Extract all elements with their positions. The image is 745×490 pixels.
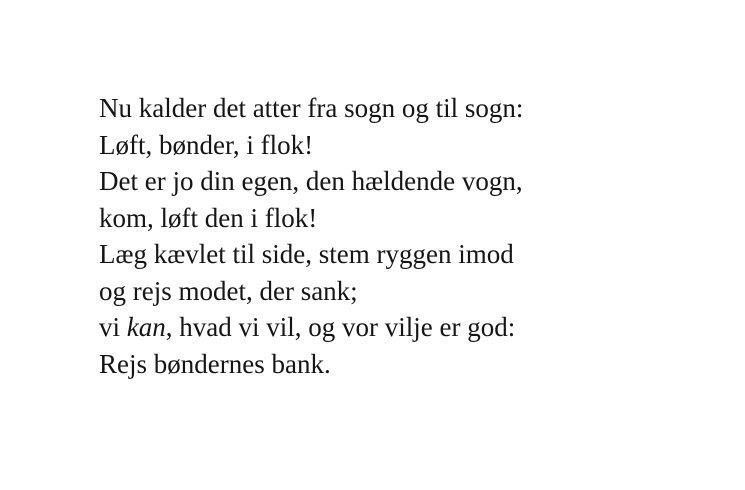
poem-line-8: Rejs bøndernes bank.: [99, 348, 331, 379]
poem-line-7-italic-word: kan: [126, 312, 166, 342]
poem-line-3: Det er jo din egen, den hældende vogn,: [99, 166, 523, 196]
poem-line-7-end: , hvad vi vil, og vor vilje er god:: [165, 312, 516, 342]
poem-line-7: [99, 309, 523, 346]
poem-line-1: Nu kalder det atter fra sogn og til sogn:: [99, 93, 524, 123]
poem-line-4: kom, løft den i flok!: [99, 202, 318, 233]
poem-line-6: og rejs modet, der sank;: [99, 275, 358, 306]
poem-line-2: Løft, bønder, i flok!: [99, 129, 314, 160]
poem-line-7-start: vi: [99, 312, 127, 342]
poem-line-5: Læg kævlet til side, stem ryggen imod: [99, 239, 514, 269]
poem-stanza: [99, 90, 523, 382]
